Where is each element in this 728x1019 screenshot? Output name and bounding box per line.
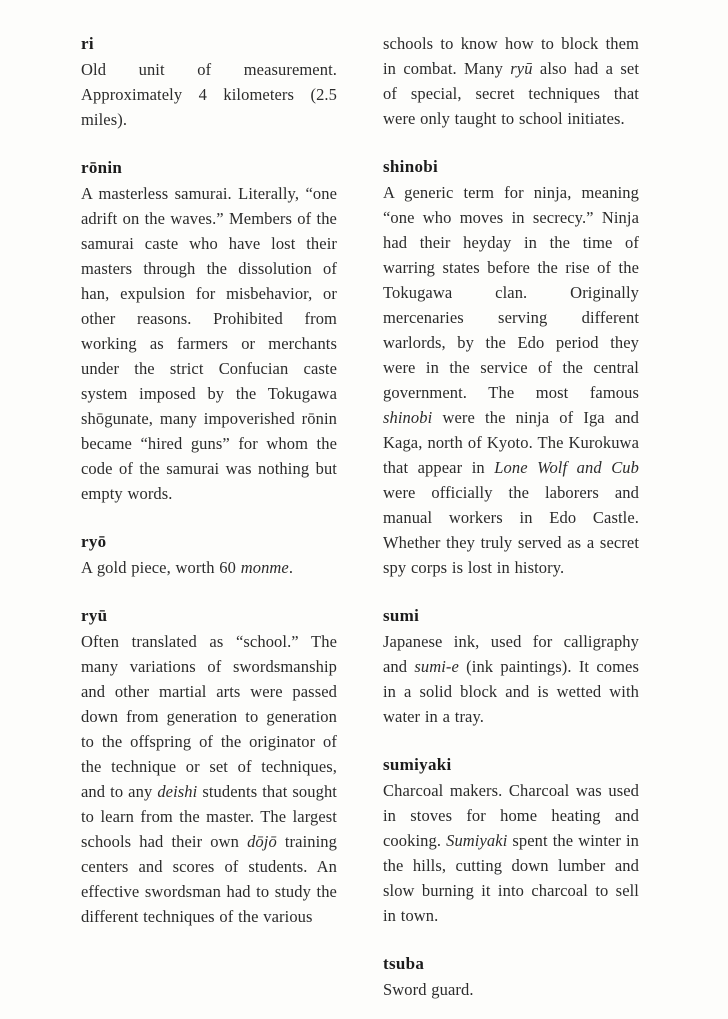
glossary-entry xyxy=(81,603,337,929)
glossary-column-left xyxy=(81,31,337,929)
glossary-entry xyxy=(81,529,337,580)
definition-text: schools to know how to block them in combat. Many xyxy=(383,34,639,78)
italic-term: dōjō xyxy=(247,832,277,851)
definition-text: students that sought to learn from the master. The largest schools had their own xyxy=(81,782,337,851)
glossary-entry xyxy=(383,154,639,580)
glossary-entry xyxy=(383,603,639,729)
definition-text: Sword guard. xyxy=(383,980,474,999)
glossary-definition xyxy=(81,57,337,132)
glossary-entry xyxy=(383,951,639,1002)
glossary-entry xyxy=(81,31,337,132)
glossary-definition xyxy=(383,977,639,1002)
glossary-term: sumiyaki xyxy=(383,755,452,774)
definition-text: Charcoal makers. Charcoal was used in stoves for home heating and cooking. xyxy=(383,781,639,850)
italic-term: sumi-e xyxy=(414,657,459,676)
glossary-term: tsuba xyxy=(383,954,425,973)
definition-text: were officially the laborers and manual workers in Edo Castle. Whether they truly served as a secret spy corps is lost in history. xyxy=(383,483,639,577)
definition-text: Japanese ink, used for calligraphy and xyxy=(383,632,639,676)
definition-text: training centers and scores of students. An effective swordsman had to study the different techniques of the various xyxy=(81,832,337,926)
definition-text: were the ninja of Iga and Kaga, north of Kyoto. The Kurokuwa that appear in xyxy=(383,408,639,477)
italic-term: deishi xyxy=(157,782,198,801)
definition-text: spent the winter in the hills, cutting down lumber and slow burning it into charcoal to sell in town. xyxy=(383,831,639,925)
definition-text: A gold piece, worth 60 xyxy=(81,558,241,577)
definition-text: Often translated as “school.” The many variations of swordsmanship and other martial arts were passed down from generation to generation to the offspring of the originator of the technique or set of techniques, and to any xyxy=(81,632,337,801)
glossary-term: rōnin xyxy=(81,158,123,177)
definition-text: also had a set of special, secret techniques that were only taught to school initiates. xyxy=(383,59,639,128)
definition-text: A masterless samurai. Literally, “one adrift on the waves.” Members of the samurai caste who have lost their masters through the dissolution of han, expulsion for misbehavior, or other reasons. Prohibited from working as farmers or merchants under the strict Confucian caste system imposed by the Tokugawa shōgunate, many impoverished rōnin became “hired guns” for whom the code of the samurai was nothing but empty words. xyxy=(81,184,337,503)
glossary-definition xyxy=(383,31,639,131)
definition-text: (ink paintings). It comes in a solid block and is wetted with water in a tray. xyxy=(383,657,639,726)
definition-text: Old unit of measurement. Approximately 4 kilometers (2.5 miles). xyxy=(81,60,337,129)
glossary-entry xyxy=(383,31,639,131)
italic-term: monme xyxy=(240,558,289,577)
glossary-definition xyxy=(383,778,639,928)
glossary-definition xyxy=(81,555,337,580)
glossary-term: sumi xyxy=(383,606,420,625)
glossary-entry xyxy=(81,155,337,506)
definition-text: A generic term for ninja, meaning “one who moves in secrecy.” Ninja had their heyday in the time of warring states before the rise of the Tokugawa clan. Originally mercenaries serving different warlords, by the Edo period they were in the service of the central government. The most famous xyxy=(383,183,639,402)
italic-term: Sumiyaki xyxy=(446,831,508,850)
glossary-definition xyxy=(383,180,639,580)
italic-term: ryū xyxy=(510,59,533,78)
glossary-term: ryō xyxy=(81,532,107,551)
glossary-entry xyxy=(383,752,639,928)
italic-term: Lone Wolf and Cub xyxy=(494,458,639,477)
glossary-term: shinobi xyxy=(383,157,439,176)
glossary-definition xyxy=(81,181,337,506)
glossary-definition xyxy=(383,629,639,729)
glossary-term: ri xyxy=(81,34,94,53)
definition-text: . xyxy=(288,558,294,577)
glossary-term: ryū xyxy=(81,606,108,625)
italic-term: shinobi xyxy=(383,408,433,427)
glossary-column-right xyxy=(383,31,639,1002)
glossary-definition xyxy=(81,629,337,929)
